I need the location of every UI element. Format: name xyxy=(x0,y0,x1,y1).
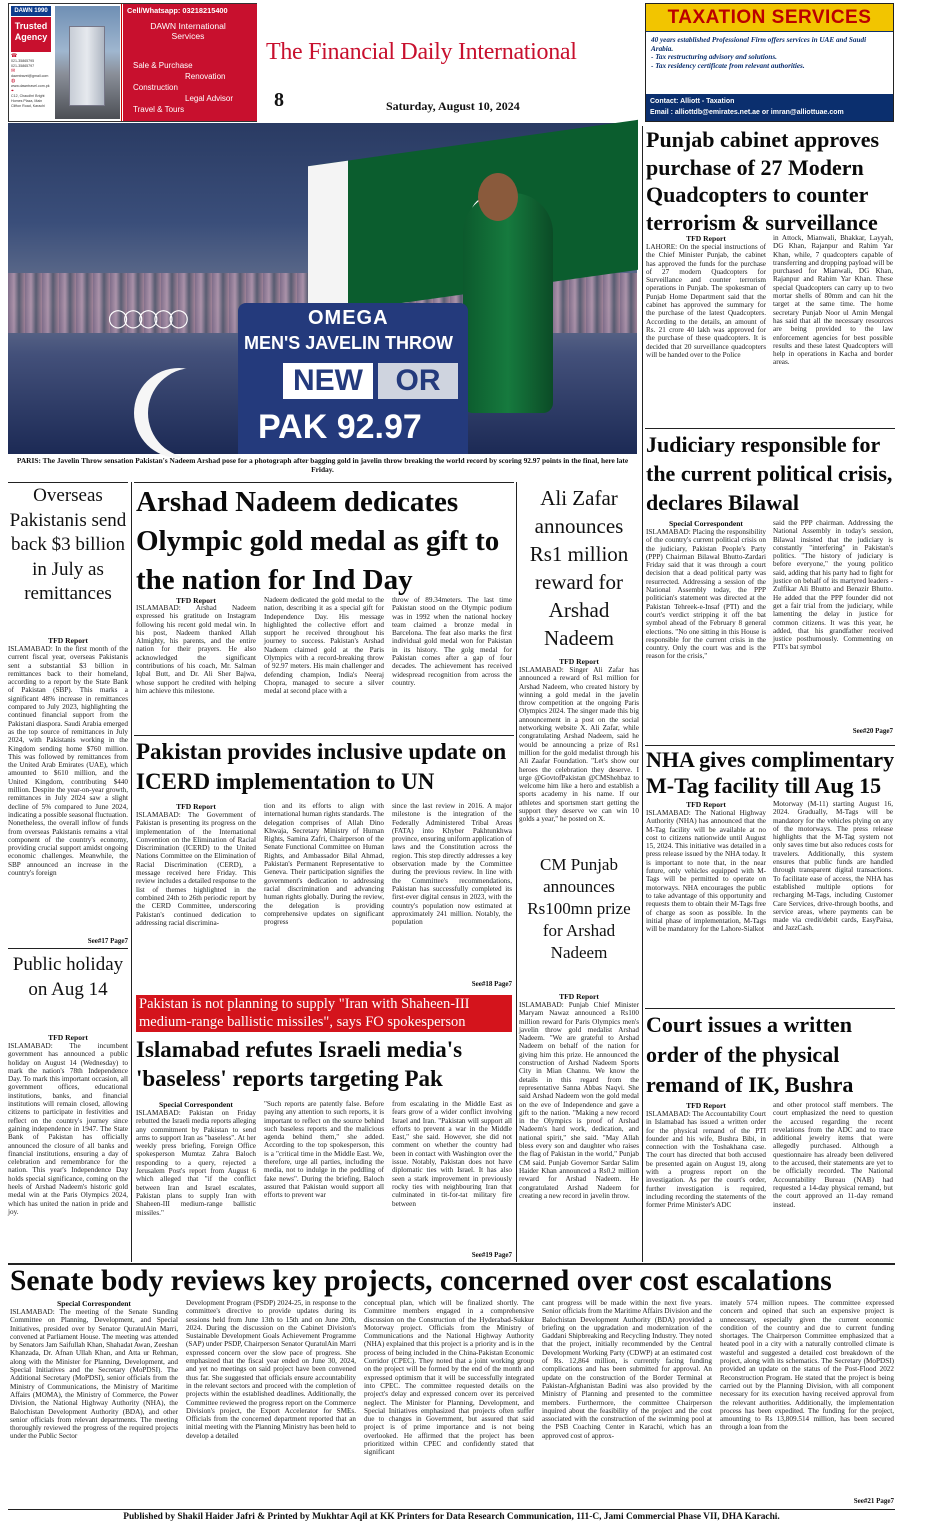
ad-building-photo xyxy=(55,6,120,119)
column-rule xyxy=(516,482,517,1262)
ad-company: DAWN International Services xyxy=(150,21,226,41)
phone-icon: ☎ xyxy=(11,53,18,59)
ad-left-panel xyxy=(9,4,122,121)
ad-service-5: Travel & Tours xyxy=(133,105,185,114)
icerd-headline: Pakistan provides inclusive update on ICERD implementation to UN xyxy=(136,739,507,794)
punjab-byline: TFD Report xyxy=(686,234,726,243)
senate-col4: cant progress will be made within the next five years. Senior officials from the Maritime Affairs Division and the Balochistan Development Authority (BDA) provided a briefing on the upgradation and modernization of the Gaddani Shipbreaking and Recycling Industry. They noted that the project, initially recommended by the Central Development Working Party (CDWP) at an estimated cost of Rs. 12,864 million, is currently facing funding complications and has been submitted for approval. An update on the construction of the Border Terminal at Pakistan-Afghanistan Badini was also provided by the Ministry of Planning and presented to the committee members. Furthermore, the committee Chairperson inquired about the feasibility of the project and the cost associated with the construction of the swimming pool at the PSB Coaching Center in Karachi, which has an approved cost of approx- xyxy=(542,1299,712,1440)
tax-line-3: - Tax residency certificate from relevant authorities. xyxy=(651,61,805,70)
location-icon: ⌖ xyxy=(11,88,14,94)
icerd-col3: since the last review in 2016. A major milestone is the integration of the Federally Administered Tribal Areas (FATA) into Khyber Pakhtunkhwa province, ensuring uniform application of laws and the Constitution across the region. This step directly addresses a key observation made by the Committee during the previous review. In line with the Committee's recommendations, Pakistan has successfully completed its first-ever digital census in 2023, with the country's population now estimated at approximately 241 million. Notably, the population xyxy=(392,802,512,927)
nha-col1: ISLAMABAD: The National Highway Authority (NHA) has announced that the M-Tag facility will be available at no cost to citizens nationwide until August 15, 2024. This initiative was detailed in a press release issued by the NHA today. It is important to note that, in the near future, only vehicles equipped with M-Tags will be permitted to operate on motorways. NHA encourages the public to take advantage of this opportunity and requests them to obtain their M-Tags free of charge as soon as possible. In the initial phase of implementation, M-Tags will be mandatory for the Lahore-Sialkot xyxy=(646,809,766,934)
zafar-headline: Ali Zafar announces Rs1 million reward for Arshad Nadeem xyxy=(529,486,629,650)
senate-headline: Senate body reviews key projects, concerned over cost escalations xyxy=(10,1265,832,1297)
court-col1: ISLAMABAD: The Accountability Court in Islamabad has issued a written order for the physical remand of the PTI founder and his wife, Bushra Bibi, in connection with the Toshakhana case. The court has directed that both accused be presented again on August 19, along with a progress report on the investigation. As per the court's order, further investigation is required, including recording the statements of the former Prime Minister's ADC xyxy=(646,1110,766,1210)
israeli-see: See#19 Page7 xyxy=(471,1251,512,1259)
israeli-col3: from escalating in the Middle East as fears grow of a wider conflict involving Israel and Iran. "Pakistan will support all efforts to prevent a war in the Middle East," she said. However, she did not comment on whether the country had been in contact with Washington over the issue. Notably, Pakistan does not have diplomatic ties with Israel. It has also seen a stark improvement in previously rocky ties with neighbouring Iran that culminated in tit-for-tat military fire between xyxy=(392,1100,512,1208)
holiday-body: ISLAMABAD: The incumbent government has announced a public holiday on August 14 (Wednesday) to mark the nation's 78th Independence Day. To mark this important occasion, all government offices, educational institutions, banks, and financial institutions will remain closed, allowing citizens to participate in festivities and reflect on the country's journey since gaining independence in 1947. The State Bank of Pakistan has officially announced the closure of all banks and financial institutions, ensuring a day of celebration and remembrance for the nation. This year's Independence Day holds special significance, coming on the heels of Arshad Nadeem's historic gold medal win at the Paris Olympics 2024, which has united the nation in pride and joy. xyxy=(8,1042,128,1216)
overseas-byline: TFD Report xyxy=(48,636,88,645)
court-col2: and other protocol staff members. The court emphasized the need to question the accused regarding the recent revelations from the ADC and to trace additional jewelry items that were allegedly purchased. Although a questionnaire has already been delivered to the accused, their statements are yet to be officially recorded. The National Accountability Bureau (NAB) had requested a 14-day physical remand, but the court approved an 11-day remand instead. xyxy=(773,1101,893,1209)
ad-service-1: Sale & Purchase xyxy=(133,61,193,70)
column-rule xyxy=(642,126,643,1262)
overseas-see: See#17 Page7 xyxy=(87,937,128,945)
icerd-col2: tion and its efforts to align with international human rights standards. The delegation comprises of Allah Dino Khwaja, Secretary Ministry of Human Rights, Samina Zafri, Chairperson of the Senate Functional Committee on Human Rights, and Ambassador Bilal Ahmad, Pakistan's Permanent Representative to Geneva. Their participation signifies the government's dedication to addressing racial discrimination and advancing human rights globally. During the review, the delegation is providing comprehensive updates on significant progress xyxy=(264,802,384,927)
ad-cell: Cell/Whatsapp: 03218215400 xyxy=(127,6,228,15)
column-rule xyxy=(131,482,132,1262)
arshad-byline: TFD Report xyxy=(176,596,216,605)
judiciary-headline: Judiciary responsible for the current political crisis, declares Bilawal xyxy=(646,432,893,515)
senate-col1: ISLAMABAD: The meeting of the Senate Standing Committee on Planning, Development, and Special Initiatives, presided over by Senator QuratulAin Marri, convened at Parliament House. The meeting was attended by Senators Jam Saifullah Khan, Shahadat Awan, Zeeshan Khanzada, Dr. Afnan Ullah Khan, and Atta ur Rehman, along with the Minister for Planning, Development, and Special Initiatives and the Secretary (MoPDSI). The Additional Secretary (MoPDSI), senior officials from the Ministry of Communications, the Ministry of Maritime Affairs (MOMA), the Ministry of Commerce, the Power Division, the National Highway Authority (NHA), the Balochistan Development Authority (BDA), and other senior officials from relevant departments. The meeting thoroughly reviewed the progress of the required projects under the Public Sector xyxy=(10,1308,178,1441)
page-number: 8 xyxy=(274,89,284,111)
divider xyxy=(134,735,514,736)
nha-headline: NHA gives complimentary M-Tag facility till Aug 15 xyxy=(646,747,895,798)
icerd-byline: TFD Report xyxy=(176,802,216,811)
israeli-col1: ISLAMABAD: Pakistan on Friday rebutted the Israeli media reports alleging any commitment by Pakistan to send arms to support Iran as "baseless". At her weekly press briefing, Foreign Office spokesperson Mumtaz Zahra Baloch responding to a query, rejected a Jerusalem Post's report from August 6 which alleged that "if the conflict between Iran and Israel escalates, Pakistan plans to supply Iran with Shaheen-III medium-range ballistic missiles." xyxy=(136,1109,256,1217)
icerd-see: See#18 Page7 xyxy=(471,980,512,988)
ad-web: www.dawntravel.com.pk xyxy=(11,84,50,88)
olympic-rings-icon: ◯◯◯◯◯ xyxy=(108,308,184,328)
arshad-col1: ISLAMABAD: Arshad Nadeem expressed his gratitude on Instagram following his recent gold medal win. In his post, Nadeem thanked Allah Almighty, his parents, and the entire nation for their prayers. He also acknowledged the significant contributions of his coach, Mr. Salman Iqbal Butt, and Dr. Ali Sher Bajwa, whose support he credited with helping him achieve this milestone. xyxy=(136,604,256,695)
judiciary-col1: ISLAMABAD: Placing the responsibility of the country's current political crisis on the judiciary, Pakistan People's Party (PPP) Chairman Bilawal Bhutto-Zardari Friday said that it was through a court decision that a dead political party was resurrected. Addressing a session of the National Assembly today, the PPP politician's statement was directed at the Pakistan Tehreek-e-Insaf (PTI) and the court's verdict stripping it off the bat symbol ahead of the February 8 general elections. "No one sitting in this House is responsible for the current crisis in the country. Only the court was and is the reason for the crisis," xyxy=(646,528,766,661)
icerd-col1: ISLAMABAD: The Government of Pakistan is presenting its progress on the implementation of the International Convention on the Elimination of Racial Discrimination (ICERD) to the United Nations Committee on the Elimination of Racial Discrimination (CERD), a message received here Friday. This review includes a detailed response to the list of themes highlighted in the combined 24th to 26th periodic report by the CERD Committee, underscoring Pakistan's continued dedication to addressing racial discrimina- xyxy=(136,811,256,927)
senate-byline: Special Correspondent xyxy=(57,1299,131,1308)
tax-body xyxy=(646,32,893,94)
court-byline: TFD Report xyxy=(686,1101,726,1110)
tax-line-1: 40 years established Professional Firm offers services in UAE and Saudi Arabia. xyxy=(651,36,867,53)
senate-col3: conceptual plan, which will be finalized shortly. The Committee members engaged in a comprehensive discussion on the Construction of the Hyderabad-Sukkur Motorway project. Officials from the Ministry of Communications and the National Highway Authority (NHA) explained that this project is a priority and is in the process of being included in the China-Pakistan Economic Corridor (CPEC). They noted that a joint working group on the project will be formed by the end of the month and expressed optimism that it will be successfully integrated into CPEC. The committee requested details on the project's delay and expressed concern over its perceived neglect. The Minister for Planning, Development, and Special Initiatives emphasized that projects often suffer due to changes in Government, but assured that said project is of prime importance and is not being overlooked. He affirmed that the project has been prioritized within CPEC and confidently stated that significant xyxy=(364,1299,534,1457)
ad-email: dawntravel@gmail.com xyxy=(11,74,49,78)
ad-phone-1: 021-35865795 xyxy=(11,59,35,63)
senate-see: See#21 Page7 xyxy=(853,1497,894,1505)
punjab-headline: Punjab cabinet approves purchase of 27 Modern Quadcopters to counter terrorism & surveillance xyxy=(646,127,880,235)
trusted-agency-box xyxy=(11,17,51,52)
scoreboard-score: PAK 92.97 xyxy=(258,408,422,446)
holiday-byline: TFD Report xyxy=(48,1033,88,1042)
divider xyxy=(8,1509,895,1510)
nha-byline: TFD Report xyxy=(686,800,726,809)
masthead-date: Saturday, August 10, 2024 xyxy=(386,99,520,113)
overseas-body: ISLAMABAD: In the first month of the current fiscal year, overseas Pakistanis sent a substantial $3 billion in remittances back to their homeland, according to a report by the State Bank of Pakistan (SBP). This marks a significant 48% increase in remittances compared to July 2023, highlighting the continued financial support from the Pakistani diaspora. Saudi Arabia emerged as the top source of remittances in July 2024, with Pakistanis working in the Kingdom sending home $760 million. This was followed by remittances from the United Arab Emirates (UAE), which amounted to $610 million, and the United Kingdom, contributing $440 million. Despite the year-on-year growth, remittances in July 2024 saw a slight decline of 5% compared to June 2024, indicating a possible seasonal fluctuation. Nonetheless, the overall inflow of funds from overseas Pakistanis remains a vital component of the country's economy, providing crucial support amidst ongoing economic challenges. Meanwhile, the SBP announced an increase in the country's foreign xyxy=(8,645,128,878)
senate-col5: imately 574 million rupees. The committee expressed concern and opined that such an expensive project is unnecessary, especially given the current economic condition of the country and due to current funding shortages. The Chairperson Committee emphasized that a heated pool in a city with a naturally controlled climate is wasteful and suggested a detailed cost breakdown of the project, along with its schematics. The Secretary (MoPDSI) provided an update on the status of the Post-Flood 2022 Reconstruction Program. He stated that the project is being carried out by the Planning Division, with all component necessary for its execution having received approval from the relevant authorities. Additionally, the implementation process has been expedited. The funding for the project, amounting to Rs 13,809.514 million, has been secured through a loan from the xyxy=(720,1299,894,1432)
tax-email: Email : alliottdb@emirates.net.ae or imran@alliottuae.com xyxy=(650,109,844,116)
ad-right-panel xyxy=(123,4,257,121)
punjab-col2: in Attock, Mianwali, Bhakkar, Layyah, DG Khan, Rajanpur and Rahim Yar Khan, while, 7 quadcopters capable of transferring and dropping payload will be purchased for Mianwali, DG Khan, Rajanpur and Rahim Yar Khan. These special Quadcopters can carry up to two mortar shells of 80mm and can hit the target at the same time. The home secretary Punjab Noor ul Amin Mengal has said that all the necessary resources are being provided to the law enforcement agencies for best possible results and these latest Quadcopters will help in operations in Kacha and border areas. xyxy=(773,234,893,367)
court-headline: Court issues a written order of the physical remand of IK, Bushra xyxy=(646,1012,854,1097)
israeli-headline: Islamabad refutes Israeli media's 'baseless' reports targeting Pak xyxy=(136,1037,463,1091)
scoreboard-brand: OMEGA xyxy=(308,307,389,329)
spokesperson-banner: Pakistan is not planning to supply "Iran with Shaheen-III medium-range ballistic missiles", says FO spokesperson xyxy=(136,995,512,1032)
ad-address: C12, Chaudhri Bright Homes Plaza, Main Clifton Road, Karachi xyxy=(11,94,45,108)
israeli-col2: "Such reports are patently false. Before paying any attention to such reports, it is important to reflect on the source behind such baseless reports and the malicious agenda behind them," she added. According to the top spokesperson, this is a "critical time in the Middle East. We, therefore, urge all parties, including the media, not to indulge in the peddling of fake news". During the briefing, Baloch assured that Pakistan would support all efforts to prevent war xyxy=(264,1100,384,1200)
senate-col2: Development Program (PSDP) 2024-25, in response to the committee's directive to provide updates during its sessions held from June 13th to 15th and on June 20th, 2024. During the discussion on the Cabinet Division's Sustainable Development Goals Achievement Programme (SAP) under PSDP, Chairperson Senator QuratulAin Marri expressed concern over the slow pace of progress. She emphasized that the fiscal year ended on June 30, 2024, and yet no meetings on said project have been convened thus far. She suggested that officials ensure accountability in the relevant sectors and proceed with the completion of projects within the established deadlines. Additionally, the Committee reviewed the progress report on the Commerce Division's project, the Export Accelerator for SMEs. Officials from the concerned department reported that an initial meeting with the Planning Ministry has been held to develop a detailed xyxy=(186,1299,356,1440)
divider xyxy=(8,948,128,949)
mail-icon: ✉ xyxy=(11,68,16,74)
cm-byline: TFD Report xyxy=(559,992,599,1001)
globe-icon: ◍ xyxy=(11,78,16,84)
scoreboard-new: NEW xyxy=(283,363,373,399)
ad-service-2: Renovation xyxy=(185,72,226,81)
athlete-head xyxy=(478,173,518,221)
scoreboard-moon xyxy=(148,368,238,458)
arshad-headline: Arshad Nadeem dedicates Olympic gold medal as gift to the nation for Ind Day xyxy=(136,486,500,596)
divider xyxy=(645,1008,895,1009)
overseas-headline: Overseas Pakistanis send back $3 billion in July as remittances xyxy=(9,485,127,604)
masthead-title: The Financial Daily International xyxy=(266,39,577,65)
scoreboard-or: OR xyxy=(378,363,458,399)
divider xyxy=(645,745,895,746)
zafar-byline: TFD Report xyxy=(559,657,599,666)
photo-caption: PARIS: The Javelin Throw sensation Pakistan's Nadeem Arshad pose for a photograph after bagging gold in javelin throw breaking the world record by scoring 92.97 points in the final, here late Friday. xyxy=(16,456,629,474)
dawn-advertisement xyxy=(8,3,257,122)
taxation-advertisement xyxy=(645,3,894,122)
agency-line1: Trusted xyxy=(14,21,48,31)
punjab-col1: LAHORE: On the special instructions of the Chief Minister Punjab, the cabinet has approved the funds for the purchase of 27 modern Quadcopters for Surveillance and counter terrorism operations in Punjab. The spokesman of Punjab Home Department said that the cabinet has approved the summary for the purchase of the latest Quadcopters. According to the details, an amount of Rs. 21 crore 40 lakh was approved for the purchase of these quadcopters. It is decided that 20 surveillance quadcopters will be handed over to the Police xyxy=(646,243,766,359)
athlete xyxy=(463,193,553,413)
judiciary-byline: Special Correspondent xyxy=(669,519,743,528)
nha-col2: Motorway (M-11) starting August 16, 2024. Gradually, M-Tags will be mandatory for the vehicles plying on any of the motorways. The press release highlights that the M-Tag system not only saves time but also reduces costs for travelers. Additionally, this system ensures that public funds are handled through transparent digital transactions. To facilitate ease of access, the NHA has established multiple options for recharging M-Tags, including Customer Care Services, drive-through booths, and service areas, where payments can be made via credit/debit cards, EasyPaisa, and JazzCash. xyxy=(773,800,893,933)
tax-contact: Contact: Alliott - Taxation xyxy=(650,98,735,105)
cm-headline: CM Punjab announces Rs100mn prize for Arshad Nadeem xyxy=(527,855,631,962)
ad-phone-2: 021-35865797 xyxy=(11,64,35,68)
zafar-body: ISLAMABAD: Singer Ali Zafar has announced a reward of Rs1 million for Arshad Nadeem, who created history by winning a gold medal in the javelin throw competition at the ongoing Paris Olympics 2024. The singer made this big announcement in a post on the social networking website X. Ali Zafar, while congratulating Arshad Nadeem, said he would be announcing a prize of Rs1 million for the gold medalist through his Ali Zaafar Foundation. "Let's show our heroes the celebration they deserve. I urge @GovtofPakistan @CMShehbaz to welcome him like a hero and establish a sports academy in his name. If our athletes and sportsmen start getting the support they deserve we can win 10 golds a year," he posted on X. xyxy=(519,666,639,824)
ad-service-4: Legal Advisor xyxy=(185,94,234,103)
masthead xyxy=(262,3,636,122)
judiciary-col2: said the PPP chairman. Addressing the National Assembly in today's session, Bilawal insisted that the judiciary is constantly "interfering" in Pakistan's politics. "The history of judiciary is before everyone," the young politico said, adding that his party had to fight for justice on behalf of its martyred leaders - Zulfikar Ali Bhutto and Benazir Bhutto. He added that the PPP founder did not get a fair trial from the judiciary, while lamenting the delay in justice for common citizens. It was this year, he added, that his grandfather received justice posthumously. Commenting on PTI's bat symbol xyxy=(773,519,893,652)
dawn-logo: DAWN 1990 xyxy=(11,6,51,16)
footer-imprint: Published by Shakil Haider Jafri & Printed by Mukhtar Aqil at KK Printers for Data Research Communication, 111-C, Jami Commercial Phase VII, DHA Karachi. xyxy=(123,1512,780,1522)
tax-title: TAXATION SERVICES xyxy=(646,4,893,31)
tax-line-2: - Tax restructuring advisory and solutions. xyxy=(651,53,777,62)
scoreboard xyxy=(238,303,468,454)
arshad-col2: Nadeem dedicated the gold medal to the nation, describing it as a special gift for Independence Day. His message highlighted the collective effort and support he received throughout his journey to success. Pakistan's Arshad Nadeem claimed gold at the Paris Olympics with a record-breaking throw of 92.97 meters. His main challenger and defending champion, India's Neeraj Chopra, managed to secure a silver medal at second place with a xyxy=(264,596,384,696)
arshad-col3: throw of 89.34meters. The last time Pakistan stood on the Olympic podium was in 1992 when the national hockey team claimed a bronze medal in Barcelona. The feat also marks the first individual gold medal won for Pakistan in its history. The golg medal for Pakistan comes after a gap of four decades. The achievement has received widespread recognition from across the country. xyxy=(392,596,512,687)
divider xyxy=(8,482,128,483)
agency-line2: Agency xyxy=(14,32,48,42)
ad-service-3: Construction xyxy=(133,83,178,92)
ad-building-shape xyxy=(69,26,105,106)
judiciary-see: See#20 Page7 xyxy=(852,727,893,735)
main-photo xyxy=(8,123,637,454)
divider xyxy=(645,428,895,429)
scoreboard-event: MEN'S JAVELIN THROW xyxy=(244,333,453,353)
israeli-byline: Special Correspondent xyxy=(159,1100,233,1109)
cm-body: ISLAMABAD: Punjab Chief Minister Maryam Nawaz announced a Rs100 million reward for Paris Olympics men's javelin throw gold medalist Arshad Nadeem. "We are grateful to Arshad Nadeem on behalf of the nation for giving him this prize. He announced the construction of Arshad Nadeem Sports City in Mian Channu. We know the details in this regard from the representative Sanna Abbas Naqvi. She said Arshad Nadeem won the gold medal on the eve of Independence and gave a gift to the nation. "Making a new record in the Olympics is proof of Arshad Nadeem's hard work, dedication, and national spirit," she said. "May Allah bless every son and daughter who raises the flag of Pakistan in the world," Punjab CM said. Punjab Governor Sardar Salim Haider Khan announced a Rs0.2 million reward for Arshad Nadeem. He congratulated Arshad Nadeem for creating a new record in javelin throw. xyxy=(519,1001,639,1200)
holiday-headline: Public holiday on Aug 14 xyxy=(12,954,124,1000)
ad-contact-list xyxy=(11,54,53,120)
